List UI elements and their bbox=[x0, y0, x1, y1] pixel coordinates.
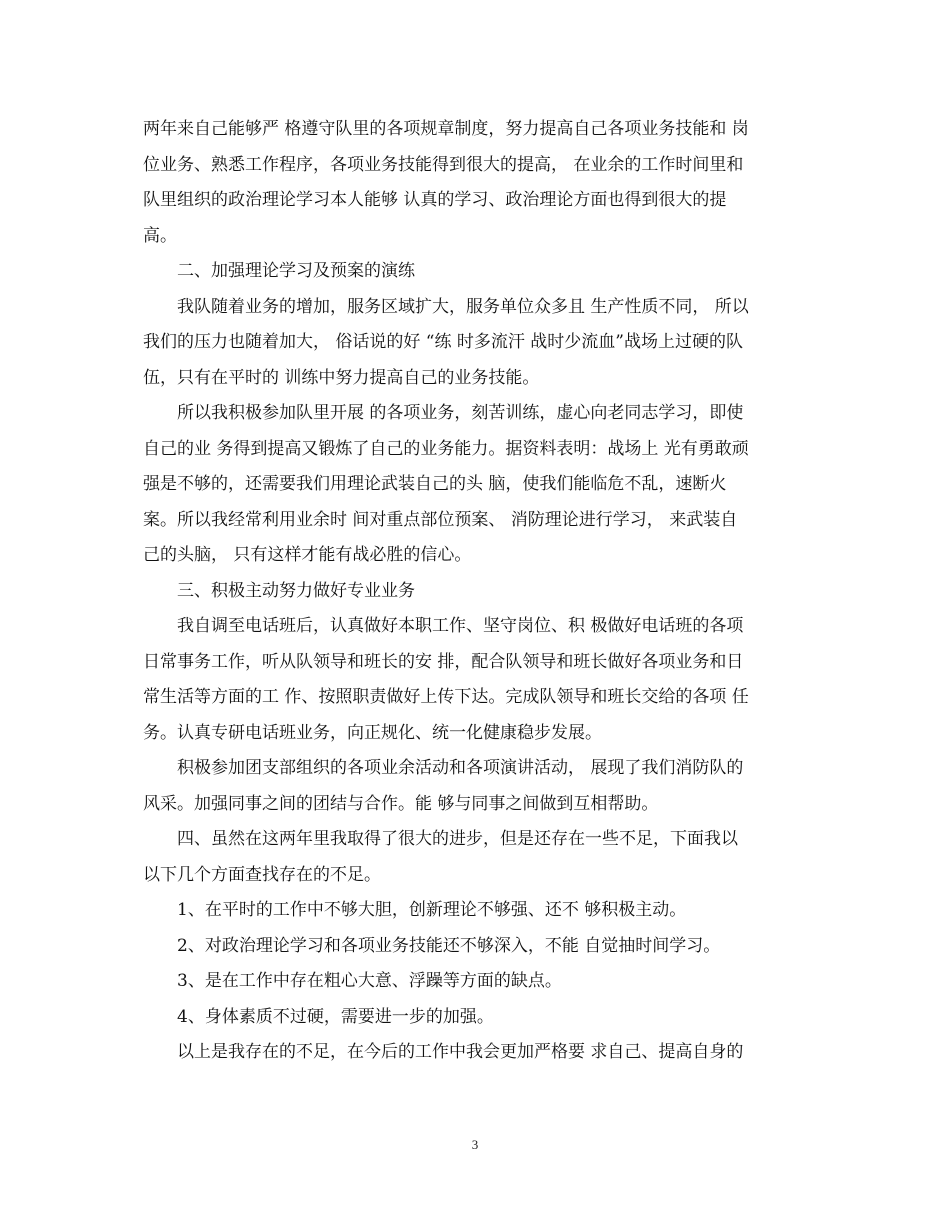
text-line: 4、身体素质不过硬，需要进一步的加强。 bbox=[177, 1006, 494, 1027]
text-line: 务。认真专研电话班业务，向正规化、统一化健康稳步发展。 bbox=[143, 722, 602, 743]
text-line: 我队随着业务的增加，服务区域扩大，服务单位众多且 生产性质不同， 所以 bbox=[177, 296, 749, 317]
text-line: 1、在平时的工作中不够大胆，创新理论不够强、还不 够积极主动。 bbox=[177, 900, 687, 920]
text-line: 三、积极主动努力做好专业业务 bbox=[177, 580, 415, 601]
text-line: 2、对政治理论学习和各项业务技能还不够深入，不能 自觉抽时间学习。 bbox=[177, 935, 721, 956]
text-line: 3、是在工作中存在粗心大意、浮躁等方面的缺点。 bbox=[177, 971, 562, 991]
text-line: 己的头脑， 只有这样才能有战必胜的信心。 bbox=[143, 545, 472, 565]
text-line: 二、加强理论学习及预案的演练 bbox=[177, 261, 415, 281]
text-line: 积极参加团支部组织的各项业余活动和各项演讲活动， 展现了我们消防队的 bbox=[177, 758, 744, 778]
text-line: 强是不够的，还需要我们用理论武装自己的头 脑，使我们能临危不乱，速断火 bbox=[143, 474, 727, 494]
text-line: 所以我积极参加队里开展 的各项业务，刻苦训练，虚心向老同志学习，即使 bbox=[177, 403, 744, 423]
document-body bbox=[143, 112, 810, 1071]
text-line: 高。 bbox=[143, 225, 177, 246]
text-line: 以下几个方面查找存在的不足。 bbox=[143, 864, 381, 885]
text-line: 自己的业 务得到提高又锻炼了自己的业务能力。据资料表明：战场上 光有勇敢顽 bbox=[143, 438, 749, 459]
text-line: 队里组织的政治理论学习本人能够 认真的学习、政治理论方面也得到很大的提 bbox=[143, 190, 727, 210]
text-line: 常生活等方面的工 作、按照职责做好上传下达。完成队领导和班长交给的各项 任 bbox=[143, 687, 749, 707]
text-line: 风采。加强同事之间的团结与合作。能 够与同事之间做到互相帮助。 bbox=[143, 793, 659, 814]
text-line: 我们的压力也随着加大， 俗话说的好 “练 时多流汗 战时少流血”战场上过硬的队 bbox=[143, 332, 743, 352]
text-line: 我自调至电话班后，认真做好本职工作、坚守岗位、积 极做好电话班的各项 bbox=[177, 616, 744, 636]
text-line: 案。所以我经常利用业余时 间对重点部位预案、 消防理论进行学习， 来武装自 bbox=[143, 509, 738, 530]
text-line: 伍，只有在平时的 训练中努力提高自己的业务技能。 bbox=[143, 367, 540, 388]
text-line: 位业务、熟悉工作程序，各项业务技能得到很大的提高， 在业余的工作时间里和 bbox=[143, 154, 744, 175]
text-line: 日常事务工作，听从队领导和班长的安 排，配合队领导和班长做好各项业务和日 bbox=[143, 651, 744, 672]
text-line: 四、虽然在这两年里我取得了很大的进步，但是还存在一些不足，下面我以 bbox=[177, 829, 738, 849]
page-number: 3 bbox=[471, 1137, 479, 1152]
text-line: 以上是我存在的不足，在今后的工作中我会更加严格要 求自己、提高自身的 bbox=[177, 1042, 744, 1062]
text-line: 两年来自己能够严 格遵守队里的各项规章制度，努力提高自己各项业务技能和 岗 bbox=[143, 119, 749, 139]
